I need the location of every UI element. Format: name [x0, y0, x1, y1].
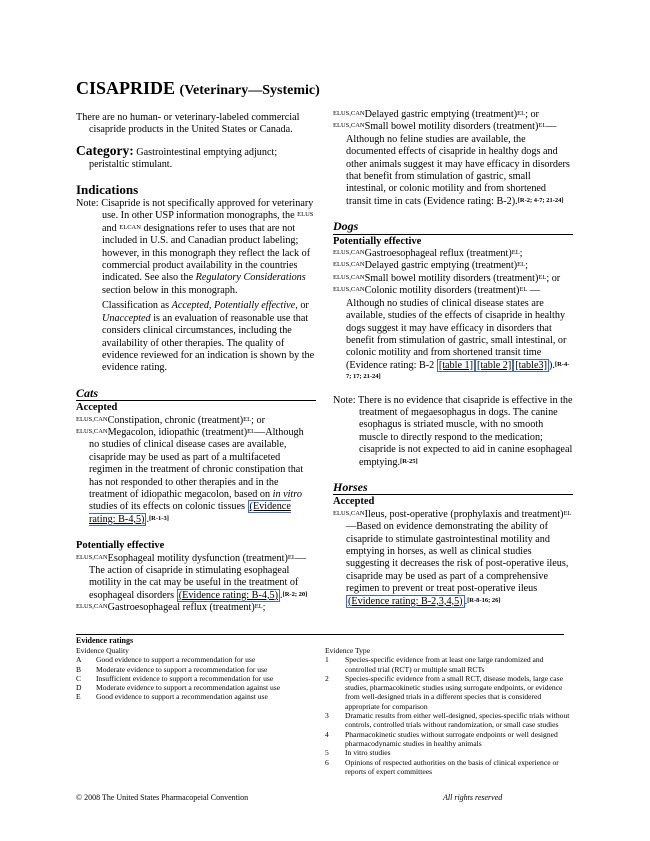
evidence-key: E	[76, 692, 81, 702]
evidence-description: Pharmacokinetic studies without surrogate endpoints or well designed pharmacodynamic studies in healthy animals	[345, 729, 558, 748]
table-2-link[interactable]: [table 2]	[477, 359, 512, 371]
evidence-description: In vitro studies	[345, 748, 391, 758]
evidence-key: 4	[325, 729, 329, 739]
evidence-key: D	[76, 683, 82, 693]
cats-item-esophageal: $^{ELUS,CAN}$Esophageal motility dysfunction (treatment)$^{EL}$—The action of cisapride in stimulating esophageal motility in the cat may be useful in the treatment of esophageal disorders (Evidence rating: B-4,5) .[R-2; 20]	[76, 552, 308, 601]
evidence-row	[325, 748, 575, 757]
evidence-description: Moderate evidence to support a recommendation for use	[96, 664, 268, 674]
evidence-key: B	[76, 664, 82, 674]
evidence-ratings-box	[76, 634, 564, 645]
cats-item-megacolon: $^{ELUS,CAN}$Megacolon, idiopathic (treatment)$^{EL}$—Although no studies of clinical disease cases are available, cisapride may be used as part of a multifaceted regimen in the treatment of chronic constipation that has not responded to other therapies and in the treatment of idiopathic megacolon, based on in vitro studies of its effects on colonic tissues (Evidence rating: B-4,5) .[R-1-3]	[76, 426, 304, 525]
evidence-key: 5	[325, 748, 329, 758]
horses-accepted-label: Accepted	[333, 496, 375, 508]
dogs-item-reflux: $^{ELUS,CAN}$Gastroesophageal reflux (treatment)$^{EL}$;	[333, 248, 523, 260]
evidence-link[interactable]: (Evidence rating: B-2,3,4,5)	[348, 595, 463, 607]
dogs-item-gastric: $^{ELUS,CAN}$Delayed gastric emptying (treatment)$^{EL}$;	[333, 260, 528, 272]
evidence-link[interactable]: (Evidence rating: B-4,5)	[89, 501, 291, 525]
evidence-row	[76, 692, 316, 701]
classification-text: Classification as Accepted, Potentially effective, or Unaccepted is an evaluation of reasonable use that considers clinical circumstances, including the availability of other therapies. The quality of evidence reviewed for an indication is shown by the evidence rating.	[102, 300, 315, 374]
evidence-key: 1	[325, 655, 329, 665]
page-subtitle: (Veterinary—Systemic)	[179, 83, 320, 98]
horses-heading: Horses	[333, 481, 573, 495]
evidence-description: Good evidence to support a recommendation against use	[96, 692, 268, 702]
evidence-key: 2	[325, 673, 329, 683]
evidence-key: 6	[325, 757, 329, 767]
category-label: Category:	[76, 142, 134, 158]
evidence-quality-list	[76, 646, 316, 702]
footer-copyright: © 2008 The United States Pharmacopeial Convention	[76, 793, 249, 802]
indications-note: Note: Cisapride is not specifically approved for veterinary use. In other USP information monographs, the $^{ELUS}$ and $^{ELCAN}$ designations refer to uses that are not included in U.S. and Canadian product labeling; however, in this monograph they reflect the lack of commercial product availability in the countries indicated. See also the Regulatory Considerations section below in this monograph.	[76, 198, 314, 296]
cats-item-gastric: $^{ELUS,CAN}$Delayed gastric emptying (treatment)$^{EL}$; or	[333, 109, 539, 120]
evidence-ratings-title: Evidence ratings	[76, 636, 134, 645]
evidence-row	[325, 711, 575, 730]
page-title: CISAPRIDE (Veterinary—Systemic)	[76, 78, 320, 98]
cats-potential-label: Potentially effective	[76, 540, 165, 552]
footer-rights: All rights reserved	[443, 793, 503, 802]
evidence-type-list	[325, 646, 575, 776]
evidence-quality-heading: Evidence Quality	[76, 646, 129, 655]
evidence-key: 3	[325, 711, 329, 721]
evidence-row	[76, 665, 316, 674]
evidence-row	[325, 730, 575, 749]
table-1-link[interactable]: [table 1]	[438, 359, 474, 371]
evidence-row	[325, 655, 575, 674]
cats-item-constipation: $^{ELUS,CAN}$Constipation, chronic (treatment)$^{EL}$; or	[76, 414, 265, 426]
evidence-link[interactable]: (Evidence rating: B-4,5)	[178, 589, 278, 601]
evidence-description: Moderate evidence to support a recommendation against use	[96, 683, 281, 693]
cats-item-bowel: $^{ELUS,CAN}$Small bowel motility disorders (treatment)$^{EL}$—Although no feline studies are available, the documented effects of cisapride in healthy dogs and other animals suggest it may have efficacy in disorders that benefit from stimulation of gastric, small intestinal, or colonic motility and from shortened transit time in cats (Evidence rating: B-2).[R-2; 4-7; 21-24]	[333, 121, 570, 207]
dogs-note: Note: There is no evidence that cisapride is effective in the treatment of megaesophagus in dogs. The canine esophagus is striated muscle, with no smooth muscle to directly respond to the medication; cisapride is not expected to aid in canine esophageal emptying.[R-25]	[333, 394, 573, 468]
evidence-row	[76, 674, 316, 683]
horses-item-ileus: $^{ELUS,CAN}$Ileus, post-operative (prophylaxis and treatment)$^{EL}$—Based on evidence demonstrating the ability of cisapride to stimulate gastrointestinal motility and emptying in horses, as well as clinical studies suggesting it decreases the risk of post-operative ileus, cisapride may be used as part of a comprehensive regimen to prevent or treat post-operative ileus (Evidence rating: B-2,3,4,5) .[R-8-16; 26]	[333, 508, 572, 607]
evidence-description: Insufficient evidence to support a recommendation for use	[96, 673, 274, 683]
evidence-description: Dramatic results from either well-designed, species-specific trials without controls, controlled trials without randomization, or small case studies	[345, 711, 570, 730]
evidence-type-heading: Evidence Type	[325, 646, 371, 655]
right-column	[333, 109, 573, 608]
left-column	[76, 112, 316, 615]
evidence-key: A	[76, 655, 82, 665]
evidence-description: Species-specific evidence from a small RCT, disease models, large case studies, pharmacokinetic studies using surrogate endpoints, or evidence from well-designed trials in a different species that is considered appropriate for comparison	[345, 673, 563, 711]
evidence-row	[76, 683, 316, 692]
evidence-row	[325, 674, 575, 711]
evidence-description: Opinions of respected authorities on the basis of clinical experience or reports of expert committees	[345, 757, 559, 776]
evidence-row	[76, 655, 316, 664]
evidence-description: Good evidence to support a recommendation for use	[96, 655, 256, 665]
evidence-row	[325, 758, 575, 777]
intro-text: There are no human- or veterinary-labeled commercial cisapride products in the United States or Canada.	[76, 112, 300, 136]
indications-heading: Indications	[76, 181, 139, 197]
category-text: Gastrointestinal emptying adjunct; peristaltic stimulant.	[89, 146, 278, 171]
dogs-potential-label: Potentially effective	[333, 235, 422, 247]
dogs-item-bowel: $^{ELUS,CAN}$Small bowel motility disorders (treatment)$^{EL}$; or	[333, 272, 561, 284]
cats-item-reflux: $^{ELUS,CAN}$Gastroesophageal reflux (treatment)$^{EL}$;	[76, 602, 266, 614]
cats-accepted-label: Accepted	[76, 402, 118, 414]
table-3-link[interactable]: [table3]	[515, 359, 547, 371]
evidence-key: C	[76, 673, 82, 683]
category	[76, 142, 316, 172]
dogs-heading: Dogs	[333, 220, 573, 234]
cats-heading: Cats	[76, 387, 316, 401]
dogs-item-colonic: $^{ELUS,CAN}$Colonic motility disorders (treatment)$^{EL}$ —Although no studies of clinical disease states are available, studies of the effects of cisapride in healthy dogs suggest it may have efficacy in disorders that benefit from stimulation of gastric, small intestinal, or colonic motility and from shortened transit time (Evidence rating: B-2 [table 1] [table 2] [table3] ).[R-4-7; 17; 21-24]	[333, 285, 570, 381]
evidence-description: Species-specific evidence from at least one large randomized and controlled trial (RCT) or multiple small RCTs	[345, 655, 544, 674]
